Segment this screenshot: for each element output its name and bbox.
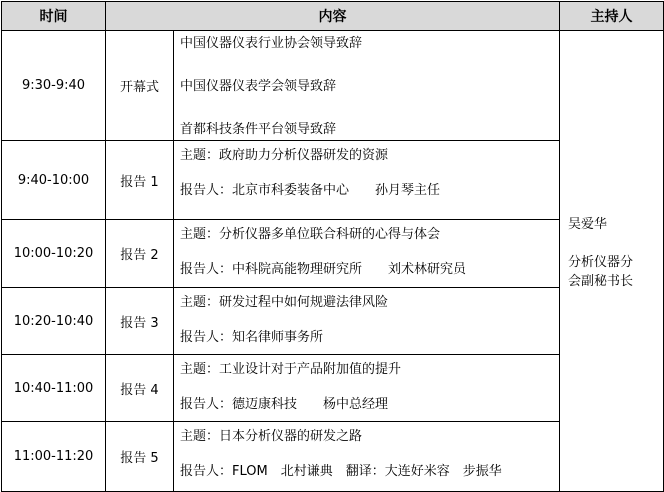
header-content: 内容 (106, 2, 560, 31)
topic-line: 主题：工业设计对于产品附加值的提升 (180, 362, 402, 377)
session-type: 报告 3 (106, 288, 174, 355)
speaker-line: 报告人：FLOM 北村谦典 翻译：大连好米容 步振华 (180, 464, 502, 479)
time-cell: 10:40-11:00 (2, 355, 106, 422)
content-cell (174, 355, 560, 422)
host-title-line: 会副秘书长 (568, 274, 634, 289)
header-row (2, 2, 664, 31)
content-cell (174, 288, 560, 355)
time-cell: 10:20-10:40 (2, 288, 106, 355)
time-cell: 10:00-10:20 (2, 220, 106, 288)
session-type: 报告 2 (106, 220, 174, 288)
content-cell (174, 31, 560, 141)
header-time: 时间 (2, 2, 106, 31)
session-type: 报告 1 (106, 141, 174, 220)
session-type: 报告 4 (106, 355, 174, 422)
speaker-line: 报告人：德迈康科技 杨中总经理 (180, 397, 389, 412)
content-cell (174, 422, 560, 492)
host-cell (560, 31, 664, 492)
time-cell: 11:00-11:20 (2, 422, 106, 492)
topic-line: 主题：分析仪器多单位联合科研的心得与体会 (180, 227, 441, 242)
content-line: 中国仪器仪表学会领导致辞 (180, 79, 337, 94)
host-title-line: 分析仪器分 (568, 255, 634, 270)
host-name: 吴爱华 (568, 217, 608, 232)
table-row (2, 31, 664, 141)
time-cell: 9:30-9:40 (2, 31, 106, 141)
content-cell (174, 141, 560, 220)
topic-line: 主题：政府助力分析仪器研发的资源 (180, 148, 389, 163)
content-line: 首都科技条件平台领导致辞 (180, 122, 337, 137)
topic-line: 主题：研发过程中如何规避法律风险 (180, 295, 389, 310)
session-type: 开幕式 (106, 31, 174, 141)
header-host: 主持人 (560, 2, 664, 31)
speaker-line: 报告人：中科院高能物理研究所 刘术林研究员 (180, 262, 467, 277)
content-line: 中国仪器仪表行业协会领导致辞 (180, 36, 363, 51)
content-cell (174, 220, 560, 288)
time-cell: 9:40-10:00 (2, 141, 106, 220)
topic-line: 主题：日本分析仪器的研发之路 (180, 429, 363, 444)
speaker-line: 报告人：知名律师事务所 (180, 330, 324, 345)
session-type: 报告 5 (106, 422, 174, 492)
speaker-line: 报告人：北京市科委装备中心 孙月琴主任 (180, 183, 441, 198)
agenda-table (1, 1, 664, 492)
